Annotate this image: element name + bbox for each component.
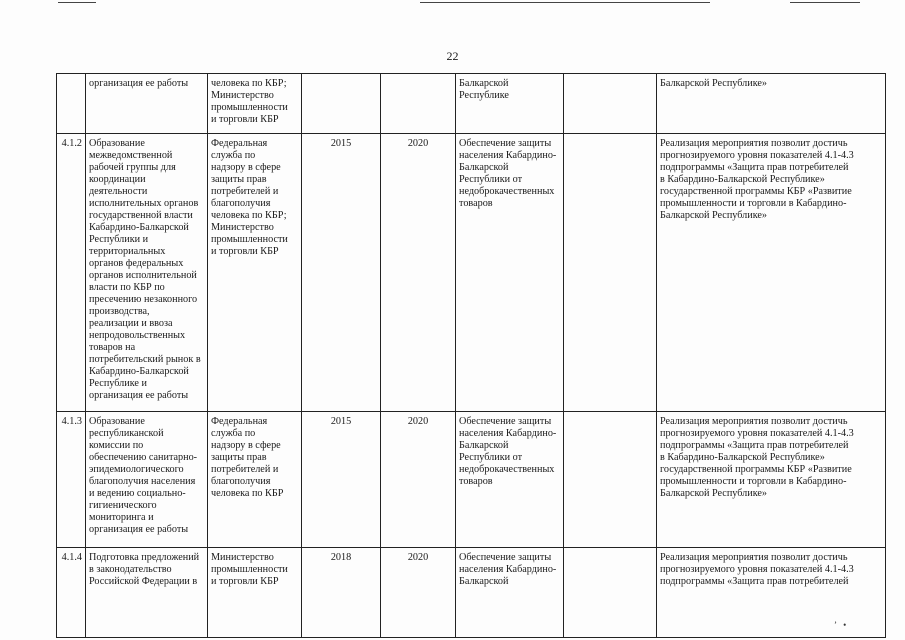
end-year: 2020	[381, 134, 456, 412]
start-year	[302, 74, 381, 134]
activity-number: 4.1.3	[57, 412, 86, 548]
table-row	[57, 548, 886, 638]
responsible-executor: Федеральная служба по надзору в сфере защиты прав потребителей и благополучия человека по КБР; Министерство промышленности и торговли КБР	[208, 134, 302, 412]
activity-name: организация ее работы	[86, 74, 208, 134]
start-year: 2015	[302, 134, 381, 412]
indicator-link: Реализация мероприятия позволит достичь прогнозируемого уровня показателей 4.1-4.3 подпрограммы «Защита прав потребителей	[657, 548, 886, 638]
table-row	[57, 412, 886, 548]
activity-name: Подготовка предложений в законодательство Российской Федерации в	[86, 548, 208, 638]
responsible-executor: Министерство промышленности и торговли КБР	[208, 548, 302, 638]
responsible-executor: человека по КБР; Министерство промышленности и торговли КБР	[208, 74, 302, 134]
end-year: 2020	[381, 412, 456, 548]
empty-cell	[564, 548, 657, 638]
indicator-link: Реализация мероприятия позволит достичь прогнозируемого уровня показателей 4.1-4.3 подпрограммы «Защита прав потребителей в Кабардино-Балкарской Республике» государственной программы КБР «Развитие промышленности и торговли в Кабардино- Балкарской Республике»	[657, 134, 886, 412]
expected-result: Обеспечение защиты населения Кабардино- Балкарской Республики от недоброкачественных товаров	[456, 134, 564, 412]
responsible-executor: Федеральная служба по надзору в сфере защиты прав потребителей и благополучия человека по КБР	[208, 412, 302, 548]
table-row	[57, 134, 886, 412]
empty-cell	[564, 412, 657, 548]
empty-cell	[564, 134, 657, 412]
header-rule-left	[58, 2, 96, 3]
activity-number: 4.1.4	[57, 548, 86, 638]
end-year: 2020	[381, 548, 456, 638]
empty-cell	[564, 74, 657, 134]
header-rule-right	[790, 2, 860, 3]
expected-result: Обеспечение защиты населения Кабардино- Балкарской Республики от недоброкачественных товаров	[456, 412, 564, 548]
program-activities-table	[56, 73, 886, 638]
indicator-link: Балкарской Республике»	[657, 74, 886, 134]
start-year: 2018	[302, 548, 381, 638]
page-number: 22	[446, 49, 459, 63]
indicator-link: Реализация мероприятия позволит достичь прогнозируемого уровня показателей 4.1-4.3 подпрограммы «Защита прав потребителей в Кабардино-Балкарской Республике» государственной программы КБР «Развитие промышленности и торговли в Кабардино- Балкарской Республике»	[657, 412, 886, 548]
activity-number: 4.1.2	[57, 134, 86, 412]
start-year: 2015	[302, 412, 381, 548]
scan-marks: ’ •	[834, 620, 847, 630]
table-row	[57, 74, 886, 134]
header-rule-center	[420, 2, 710, 3]
activity-number	[57, 74, 86, 134]
activity-name: Образование республиканской комиссии по обеспечению санитарно- эпидемиологического благополучия населения и ведению социально- гигиенического мониторинга и организация ее работы	[86, 412, 208, 548]
activity-name: Образование межведомственной рабочей группы для координации деятельности исполнительных органов государственной власти Кабардино-Балкарской Республики и территориальных органов федеральных органов исполнительной власти по КБР по пресечению незаконного производства, реализации и ввоза непродовольственных товаров на потребительский рынок в Кабардино-Балкарской Республике и организация ее работы	[86, 134, 208, 412]
expected-result: Балкарской Республике	[456, 74, 564, 134]
expected-result: Обеспечение защиты населения Кабардино- Балкарской	[456, 548, 564, 638]
table-body	[57, 74, 886, 638]
end-year	[381, 74, 456, 134]
